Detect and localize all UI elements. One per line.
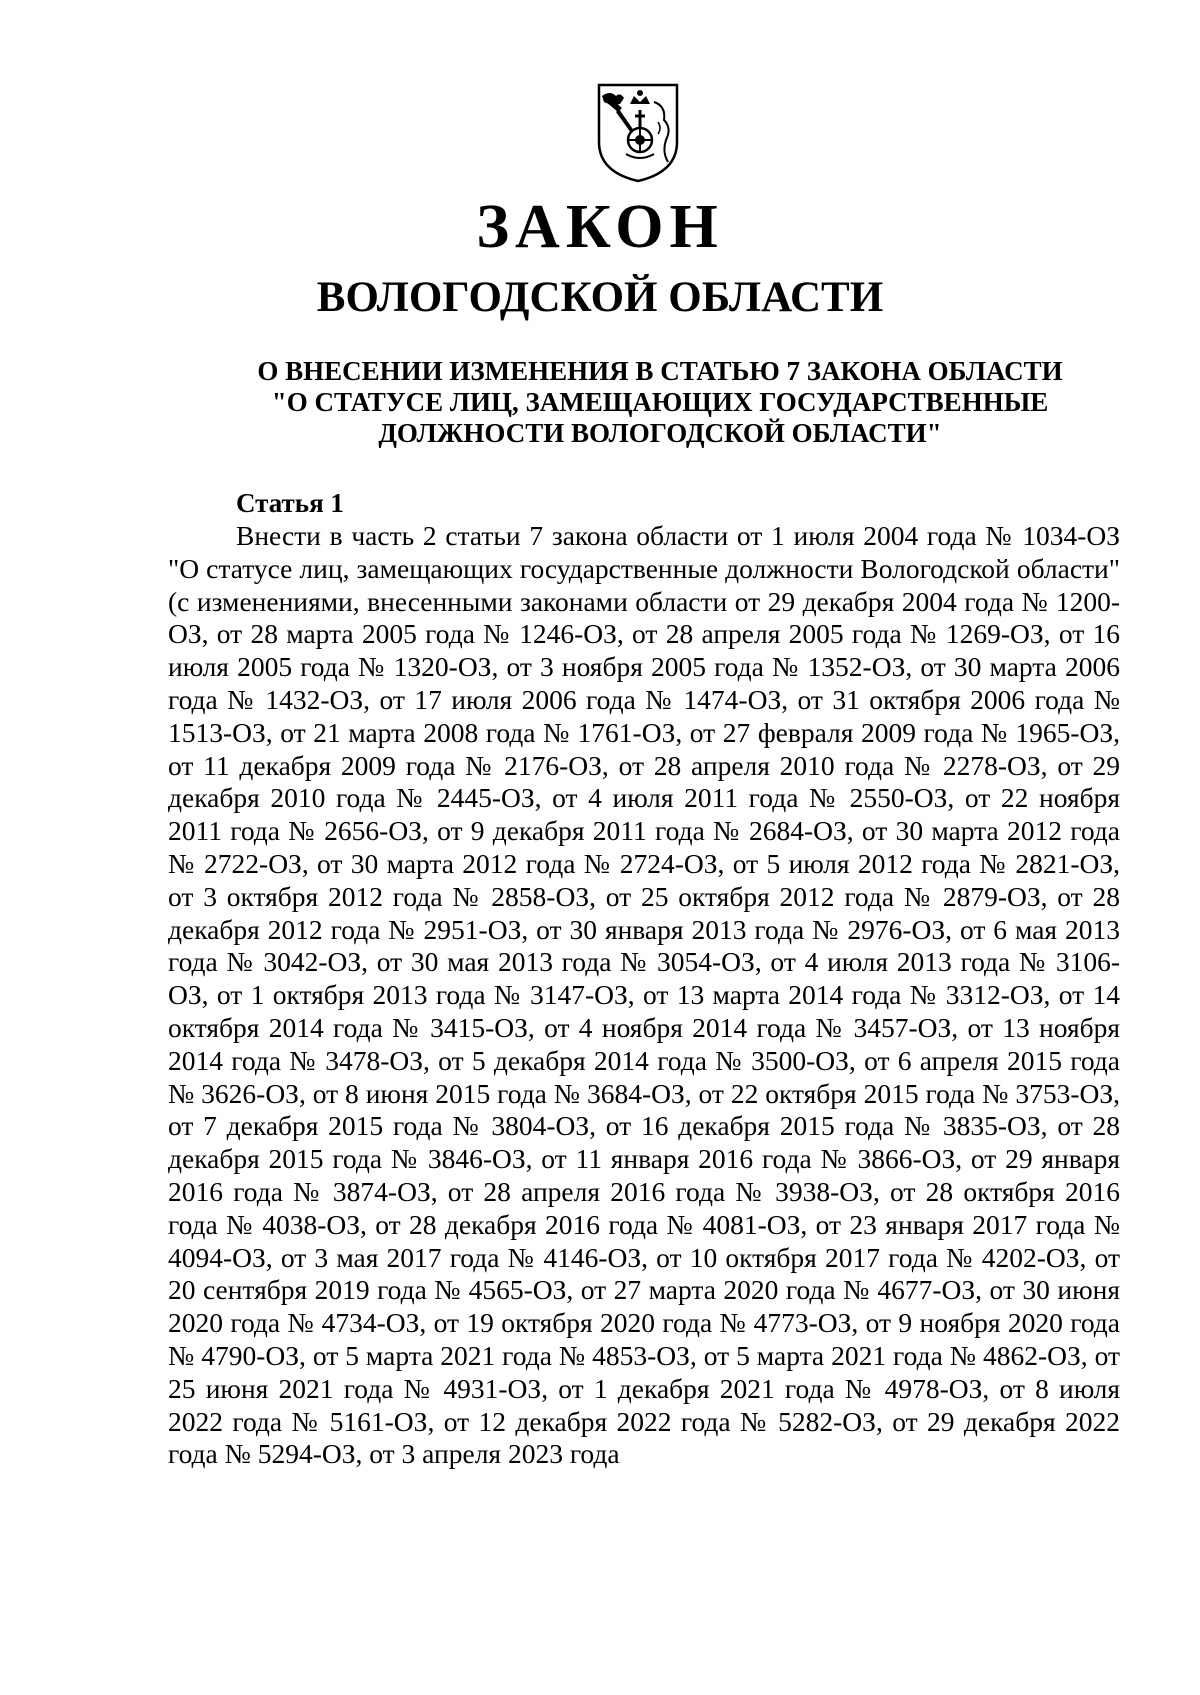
article-text: Внести в часть 2 статьи 7 закона области от 1 июля 2004 года № 1034-ОЗ "О статусе лиц, замещающих государственные должности Вологодской области" (с изменениями, внесенными законами области от 29 декабря 2004 года № 1200-ОЗ, от 28 марта 2005 года № 1246-ОЗ, от 28 апреля 2005 года № 1269-ОЗ, от 16 июля 2005 года № 1320-ОЗ, от 3 ноября 2005 года № 1352-ОЗ, от 30 марта 2006 года № 1432-ОЗ, от 17 июля 2006 года № 1474-ОЗ, от 31 октября 2006 года № 1513-ОЗ, от 21 марта 2008 года № 1761-ОЗ, от 27 февраля 2009 года № 1965-ОЗ, от 11 декабря 2009 года № 2176-ОЗ, от 28 апреля 2010 года № 2278-ОЗ, от 29 декабря 2010 года № 2445-ОЗ, от 4 июля 2011 года № 2550-ОЗ, от 22 ноября 2011 года № 2656-ОЗ, от 9 декабря 2011 года № 2684-ОЗ, от 30 марта 2012 года № 2722-ОЗ, от 30 марта 2012 года № 2724-ОЗ, от 5 июля 2012 года № 2821-ОЗ, от 3 октября 2012 года № 2858-ОЗ, от 25 октября 2012 года № 2879-ОЗ, от 28 декабря 2012 года № 2951-ОЗ, от 30 января 2013 года № 2976-ОЗ, от 6 мая 2013 года № 3042-ОЗ, от 30 мая 2013 года № 3054-ОЗ, от 4 июля 2013 года № 3106-ОЗ, от 1 октября 2013 года № 3147-ОЗ, от 13 марта 2014 года № 3312-ОЗ, от 14 октября 2014 года № 3415-ОЗ, от 4 ноября 2014 года № 3457-ОЗ, от 13 ноября 2014 года № 3478-ОЗ, от 5 декабря 2014 года № 3500-ОЗ, от 6 апреля 2015 года № 3626-ОЗ, от 8 июня 2015 года № 3684-ОЗ, от 22 октября 2015 года № 3753-ОЗ, от 7 декабря 2015 года № 3804-ОЗ, от 16 декабря 2015 года № 3835-ОЗ, от 28 декабря 2015 года № 3846-ОЗ, от 11 января 2016 года № 3866-ОЗ, от 29 января 2016 года № 3874-ОЗ, от 28 апреля 2016 года № 3938-ОЗ, от 28 октября 2016 года № 4038-ОЗ, от 28 декабря 2016 года № 4081-ОЗ, от 23 января 2017 года № 4094-ОЗ, от 3 мая 2017 года № 4146-ОЗ, от 10 октября 2017 года № 4202-ОЗ, от 20 сентября 2019 года № 4565-ОЗ, от 27 марта 2020 года № 4677-ОЗ, от 30 июня 2020 года № 4734-ОЗ, от 19 октября 2020 года № 4773-ОЗ, от 9 ноября 2020 года № 4790-ОЗ, от 5 марта 2021 года № 4853-ОЗ, от 5 марта 2021 года № 4862-ОЗ, от 25 июня 2021 года № 4931-ОЗ, от 1 декабря 2021 года № 4978-ОЗ, от 8 июля 2022 года № 5161-ОЗ, от 12 декабря 2022 года № 5282-ОЗ, от 29 декабря 2022 года № 5294-ОЗ, от 3 апреля 2023 года [168,520,1120,1470]
document-title: ЗАКОН [476,193,724,261]
law-heading-line: ДОЛЖНОСТИ ВОЛОГОДСКОЙ ОБЛАСТИ" [378,418,942,448]
law-heading-line: "О СТАТУСЕ ЛИЦ, ЗАМЕЩАЮЩИХ ГОСУДАРСТВЕННЫЕ [271,387,1049,417]
document-subtitle: ВОЛОГОДСКОЙ ОБЛАСТИ [316,274,884,321]
law-heading-line: О ВНЕСЕНИИ ИЗМЕНЕНИЯ В СТАТЬЮ 7 ЗАКОНА ОБЛАСТИ [257,356,1063,386]
article-title: Статья 1 [236,488,344,518]
law-heading [160,356,1160,449]
vologda-coat-of-arms-icon [596,82,680,184]
